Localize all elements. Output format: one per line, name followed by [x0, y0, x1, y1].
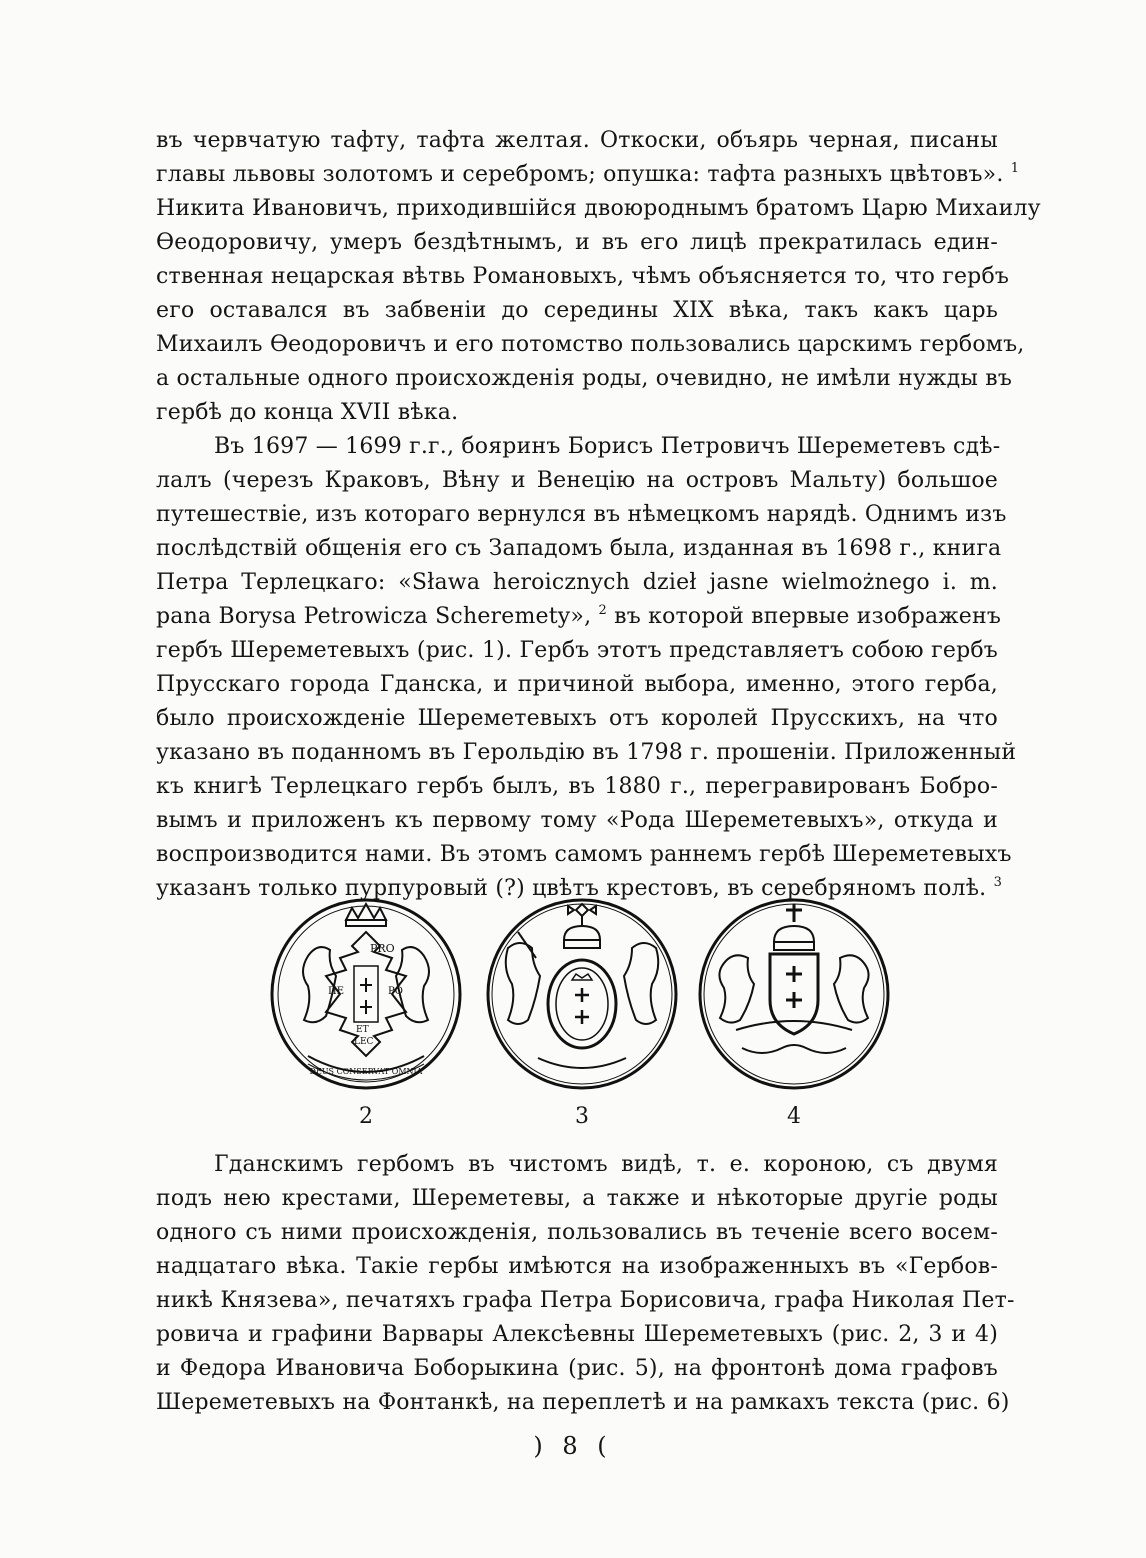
- figure-label: 4: [787, 1104, 801, 1129]
- text-line: указанъ только пурпуровый (?) цвѣтъ крестовъ, въ серебряномъ полѣ. $^3$: [156, 875, 1003, 901]
- seal-text: LEC: [354, 1037, 374, 1047]
- text-line: воспроизводится нами. Въ этомъ самомъ раннемъ гербѣ Шереметевыхъ: [156, 842, 1012, 867]
- bottom-text-block: [156, 1148, 1015, 1420]
- seal-4-image: [696, 896, 892, 1096]
- text-line: одного съ ними происхожденiя, пользовались въ теченiе всего восем-: [156, 1220, 998, 1245]
- seal-text: ET: [356, 1025, 369, 1035]
- text-line: надцатаго вѣка. Такiе гербы имѣются на изображенныхъ въ «Гербов-: [156, 1254, 998, 1279]
- seal-text: PRO: [370, 942, 395, 955]
- seal-figure-2: [268, 896, 464, 1136]
- seal-figure-3: [484, 896, 680, 1136]
- figure-label: 2: [359, 1104, 373, 1129]
- text-line: Өеодоровичу, умеръ бездѣтнымъ, и въ его лицѣ прекратилась един-: [156, 230, 998, 255]
- seal-figure-4: [696, 896, 892, 1136]
- text-line: путешествiе, изъ котораго вернулся въ нѣмецкомъ нарядѣ. Однимъ изъ: [156, 502, 1007, 527]
- text-line: къ книгѣ Терлецкаго гербъ былъ, въ 1880 г., перегравированъ Бобро-: [156, 774, 998, 799]
- top-text-block: [156, 124, 1041, 906]
- text-line: ственная нецарская вѣтвь Романовыхъ, чѣмъ объясняется то, что гербъ: [156, 264, 1010, 289]
- text-line: pana Borysa Petrowicza Scheremety», $^2$ въ которой впервые изображенъ: [156, 603, 1002, 629]
- text-line: Прусскаго города Гданска, и причиной выбора, именно, этого герба,: [156, 672, 998, 697]
- footnote-marker: 2: [598, 603, 607, 618]
- text-line: Петра Терлецкаго: «Sława heroicznych dzieł jasne wielmożnego i. m.: [156, 570, 998, 595]
- figure-label: 3: [575, 1104, 589, 1129]
- text-line: никѣ Князева», печатяхъ графа Петра Борисовича, графа Николая Пет-: [156, 1288, 1015, 1313]
- text-line: его оставался въ забвенiи до середины XIX вѣка, такъ какъ царь: [156, 298, 998, 323]
- text-line: лалъ (черезъ Краковъ, Вѣну и Венецiю на островъ Мальту) большое: [156, 468, 998, 493]
- text-line: вымъ и приложенъ къ первому тому «Рода Шереметевыхъ», откуда и: [156, 808, 998, 833]
- seal-figures: [268, 896, 838, 1136]
- text-line: гербъ Шереметевыхъ (рис. 1). Гербъ этотъ представляетъ собою гербъ: [156, 638, 998, 663]
- text-line: и Федора Ивановича Боборыкина (рис. 5), на фронтонѣ дома графовъ: [156, 1356, 998, 1381]
- text-line: было происхожденiе Шереметевыхъ отъ королей Прусскихъ, на что: [156, 706, 998, 731]
- text-line: Никита Ивановичъ, приходившiйся двоюроднымъ братомъ Царю Михаилу: [156, 196, 1041, 221]
- seal-rim-text: DEUS CONSERVAT OMNIA: [309, 1067, 423, 1076]
- text-line: Шереметевыхъ на Фонтанкѣ, на переплетѣ и на рамкахъ текста (рис. 6): [156, 1390, 1010, 1415]
- seal-text: ПЕ: [328, 986, 345, 997]
- seal-2-image: [268, 896, 464, 1096]
- text-line: въ червчатую тафту, тафта желтая. Откоски, объярь черная, писаны: [156, 128, 998, 153]
- text-line: Михаилъ Өеодоровичъ и его потомство пользовались царскимъ гербомъ,: [156, 332, 1025, 357]
- text-line: Гданскимъ гербомъ въ чистомъ видѣ, т. е. короною, съ двумя: [214, 1152, 998, 1177]
- text-line: ровича и графини Варвары Алексѣевны Шереметевыхъ (рис. 2, 3 и 4): [156, 1322, 998, 1347]
- seal-3-image: [484, 896, 680, 1096]
- text-line: а остальные одного происхожденiя роды, очевидно, не имѣли нужды въ: [156, 366, 1013, 391]
- text-line: гербѣ до конца XVII вѣка.: [156, 400, 459, 425]
- page-number: ) 8 (: [533, 1432, 613, 1460]
- footnote-marker: 1: [1010, 161, 1020, 176]
- text-line: подъ нею крестами, Шереметевы, а также и нѣкоторые другiе роды: [156, 1186, 998, 1211]
- text-line: главы львовы золотомъ и серебромъ; опушка: тафта разныхъ цвѣтовъ». $^1$: [156, 161, 1020, 187]
- text-line: указано въ поданномъ въ Герольдiю въ 1798 г. прошенiи. Приложенный: [156, 740, 1017, 765]
- seal-text: PO: [388, 986, 403, 997]
- text-line: послѣдствiй общенiя его съ Западомъ была, изданная въ 1698 г., книга: [156, 536, 1002, 561]
- footnote-marker: 3: [993, 875, 1003, 890]
- text-line: Въ 1697 — 1699 г.г., бояринъ Борисъ Петровичъ Шереметевъ сдѣ-: [214, 434, 1001, 459]
